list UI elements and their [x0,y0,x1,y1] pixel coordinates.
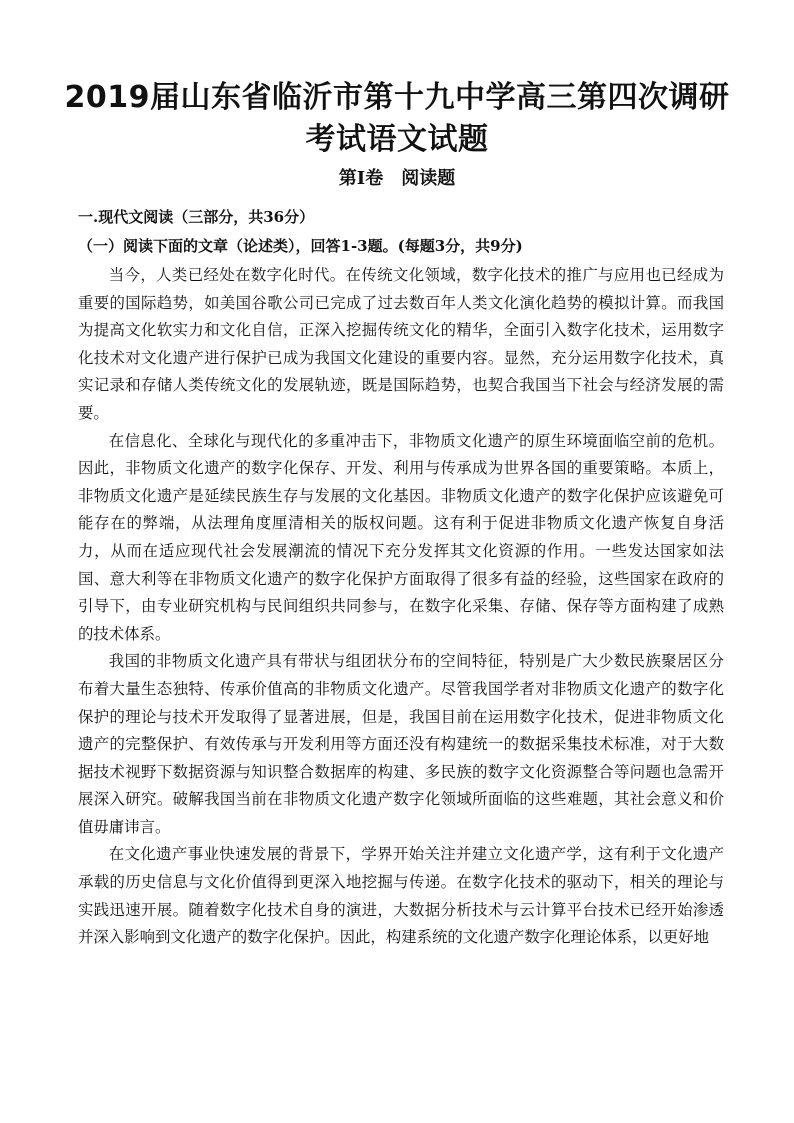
article-body [78,262,724,952]
document-title-line-1: 2019届山东省临沂市第十九中学高三第四次调研 [64,80,730,115]
paragraph-1: 当今，人类已经处在数字化时代。在传统文化领域，数字化技术的推广与应用也已经成为重要的国际趋势，如美国谷歌公司已完成了过去数百年人类文化演化趋势的模拟计算。而我国为提高文化软实力和文化自信，正深入挖掘传统文化的精华，全面引入数字化技术，运用数字化技术对文化遗产进行保护已成为我国文化建设的重要内容。显然，充分运用数字化技术，真实记录和存储人类传统文化的发展轨迹，既是国际趋势，也契合我国当下社会与经济发展的需要。 [78,266,724,422]
paragraph-3: 我国的非物质文化遗产具有带状与组团状分布的空间特征，特别是广大少数民族聚居区分布着大量生态独特、传承价值高的非物质文化遗产。尽管我国学者对非物质文化遗产的数字化保护的理论与技术开发取得了显著进展，但是，我国目前在运用数字化技术，促进非物质文化遗产的完整保护、有效传承与开发利用等方面还没有构建统一的数据采集技术标准，对于大数据技术视野下数据资源与知识整合数据库的构建、多民族的数字文化资源整合等问题也急需开展深入研究。破解我国当前在非物质文化遗产数字化领域所面临的这些难题，其社会意义和价值毋庸讳言。 [78,652,724,836]
sub-heading: （一）阅读下面的文章（论述类），回答1-3题。(每题3分，共9分) [78,237,523,255]
part-heading: 一.现代文阅读（三部分，共36分） [78,208,315,226]
section-title: 第I卷 阅读题 [338,168,456,189]
paragraph-4: 在文化遗产事业快速发展的背景下，学界开始关注并建立文化遗产学，这有利于文化遗产承载的历史信息与文化价值得到更深入地挖掘与传递。在数字化技术的驱动下，相关的理论与实践迅速开展。随着数字化技术自身的演进，大数据分析技术与云计算平台技术已经开始渗透并深入影响到文化遗产的数字化保护。因此，构建系统的文化遗产数字化理论体系，以更好地 [78,845,724,947]
paragraph-2: 在信息化、全球化与现代化的多重冲击下，非物质文化遗产的原生环境面临空前的危机。因此，非物质文化遗产的数字化保存、开发、利用与传承成为世界各国的重要策略。本质上，非物质文化遗产是延续民族生存与发展的文化基因。非物质文化遗产的数字化保护应该避免可能存在的弊端，从法理角度厘清相关的版权问题。这有利于促进非物质文化遗产恢复自身活力，从而在适应现代社会发展潮流的情况下充分发挥其文化资源的作用。一些发达国家如法国、意大利等在非物质文化遗产的数字化保护方面取得了很多有益的经验，这些国家在政府的引导下，由专业研究机构与民间组织共同参与，在数字化采集、存储、保存等方面构建了成熟的技术体系。 [78,431,724,643]
document-title-line-2: 考试语文试题 [305,122,489,157]
